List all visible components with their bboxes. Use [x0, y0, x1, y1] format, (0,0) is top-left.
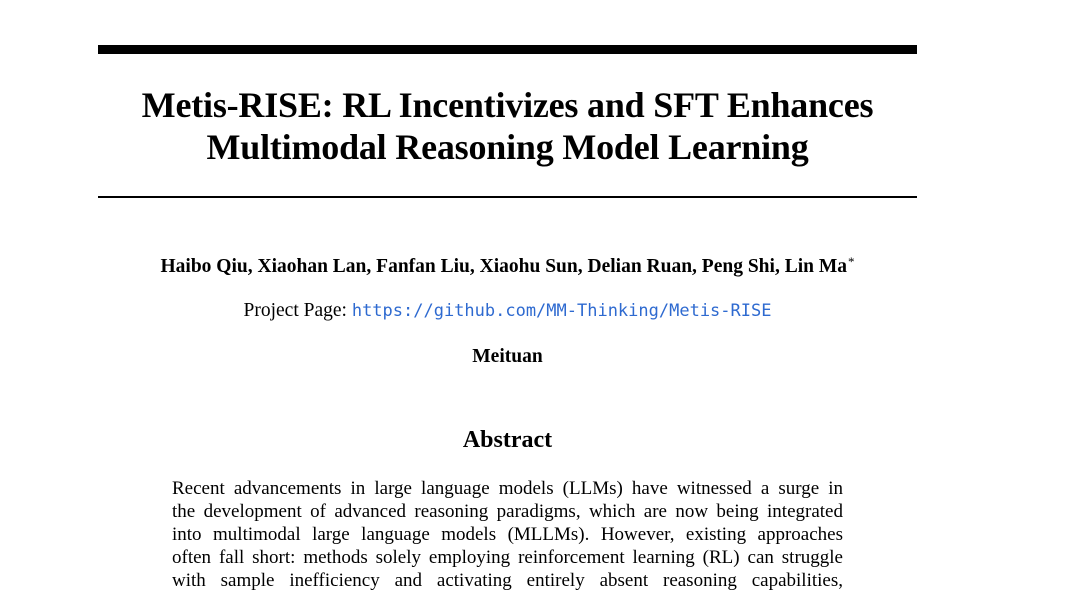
abstract-line: Recent advancements in large language models (LLMs) have witnessed a surge in: [172, 478, 843, 499]
author-list: [98, 255, 917, 279]
project-page-line: [98, 299, 917, 323]
abstract-body: [172, 477, 843, 592]
corresponding-author-mark: *: [848, 254, 855, 269]
affiliation: Meituan: [472, 346, 543, 367]
project-page-label: Project Page:: [243, 300, 347, 321]
abstract-line: with sample inefficiency and activating entirely absent reasoning capabilities,: [172, 570, 843, 591]
title-line-2: Multimodal Reasoning Model Learning: [206, 127, 809, 167]
project-page-link[interactable]: https://github.com/MM-Thinking/Metis-RISE: [351, 301, 772, 321]
abstract-heading: Abstract: [462, 427, 553, 453]
abstract-line: often fall short: methods solely employing reinforcement learning (RL) can struggle: [172, 547, 843, 568]
author-names: Haibo Qiu, Xiaohan Lan, Fanfan Liu, Xiaohu Sun, Delian Ruan, Peng Shi, Lin Ma: [160, 256, 847, 277]
title-line-1: Metis-RISE: RL Incentivizes and SFT Enhances: [141, 85, 874, 125]
paper-title: [98, 84, 917, 168]
title-bottom-rule: [98, 196, 917, 198]
abstract-line: into multimodal large language models (MLLMs). However, existing approaches: [172, 524, 843, 545]
top-thick-rule: [98, 45, 917, 54]
abstract-line: the development of advanced reasoning paradigms, which are now being integrated: [172, 501, 843, 522]
